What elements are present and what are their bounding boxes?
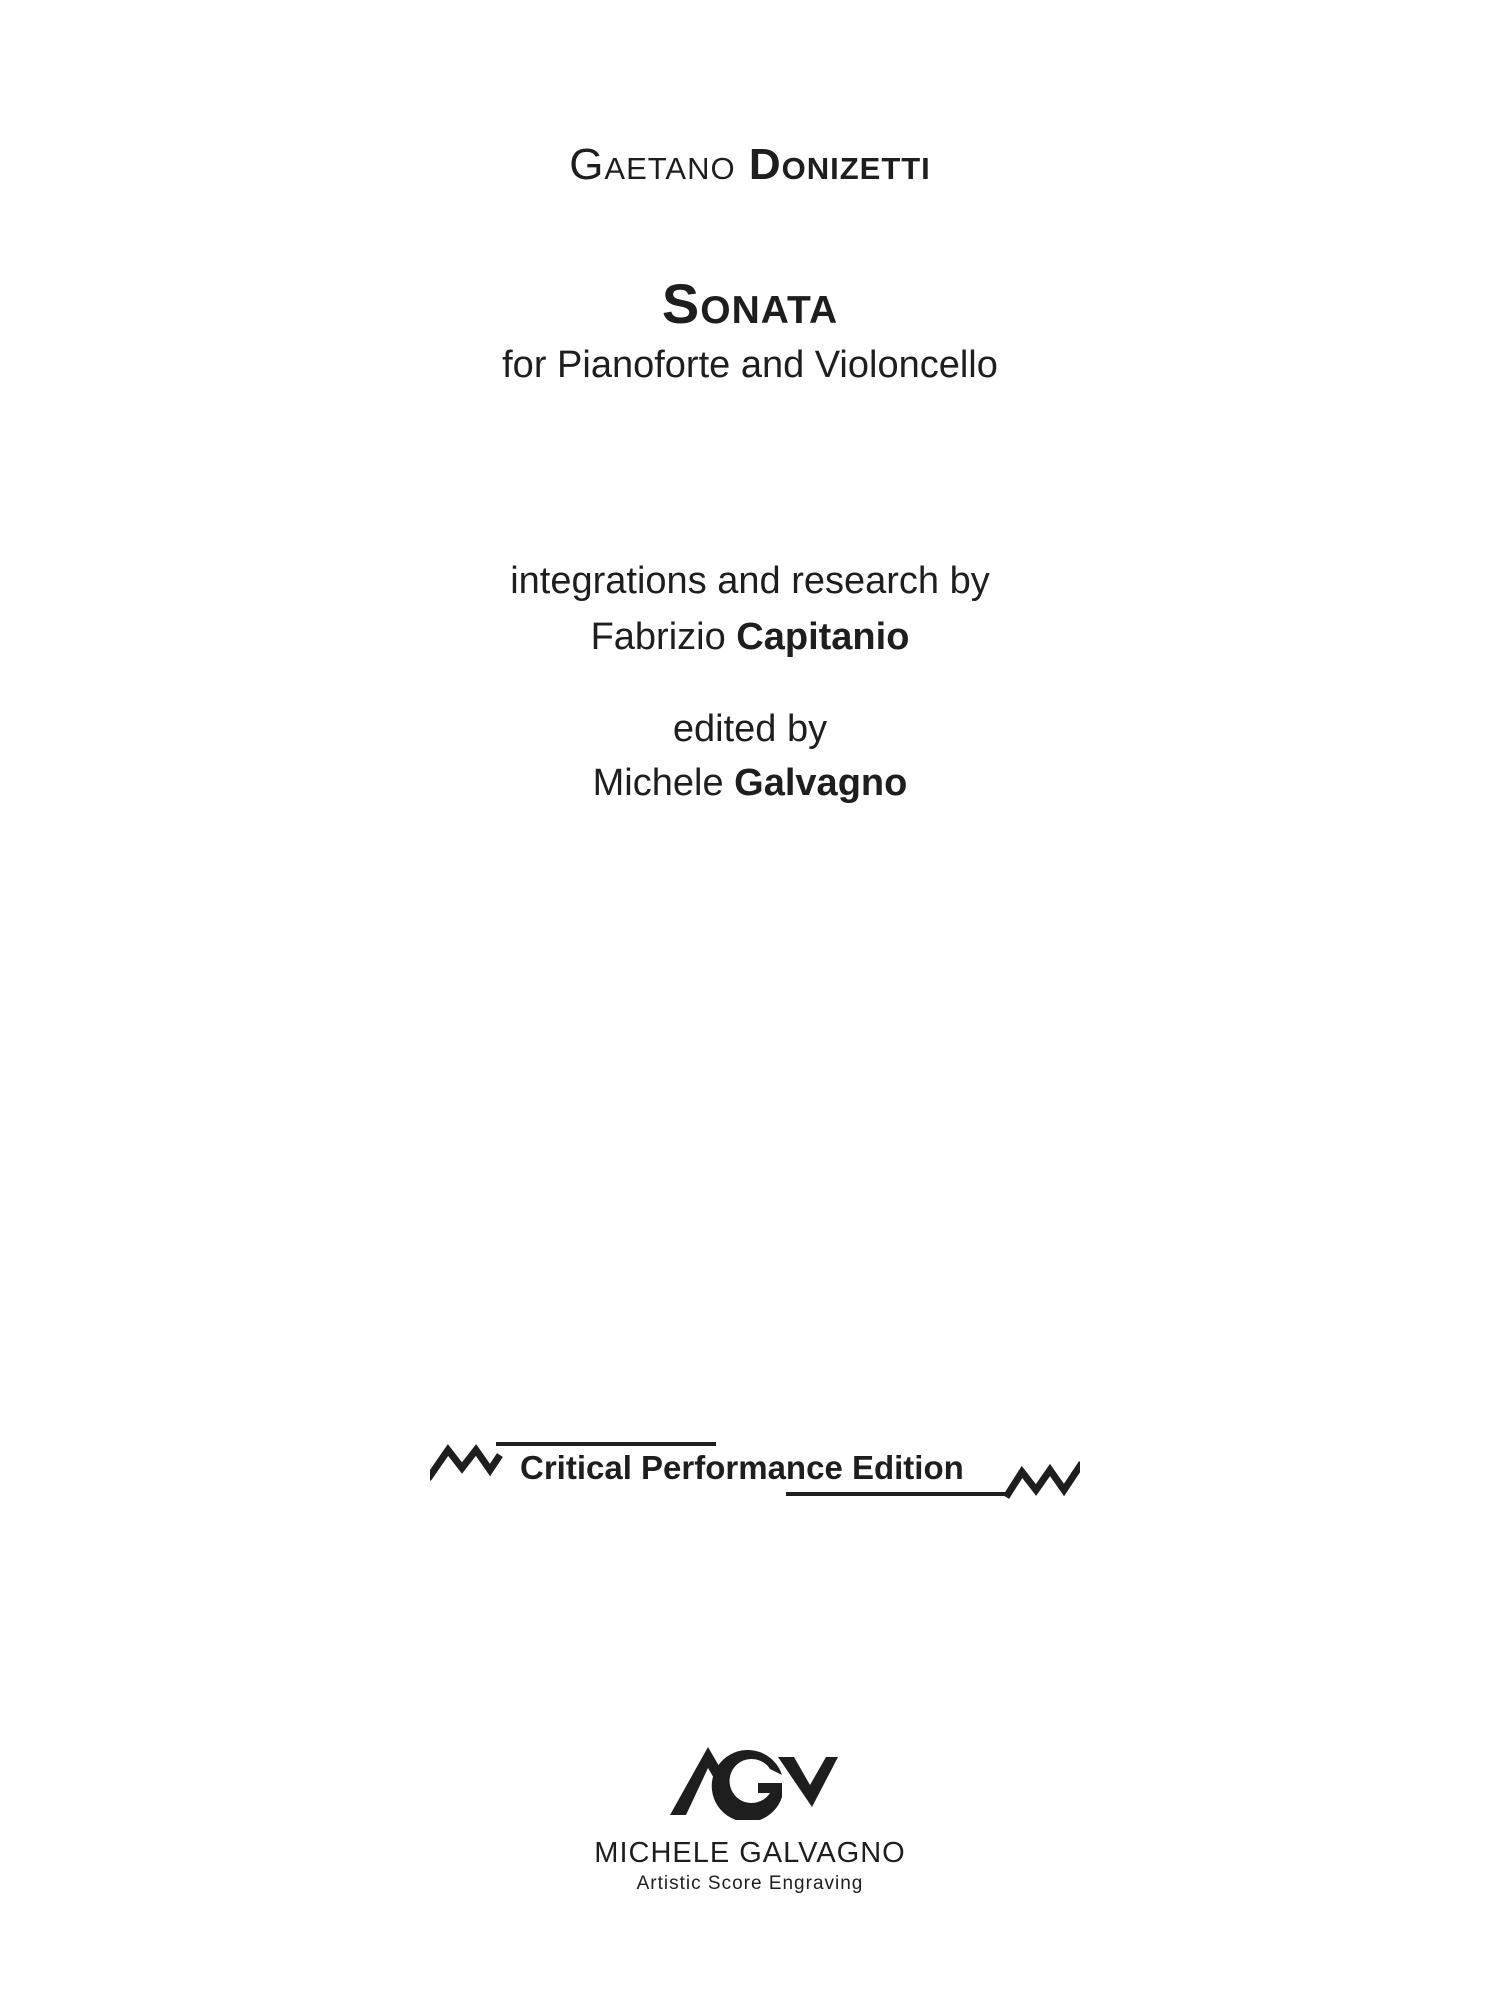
edition-banner <box>430 1432 1080 1502</box>
editor-first-name: Michele <box>592 762 724 804</box>
edition-label: Critical Performance Edition <box>520 1449 964 1486</box>
work-title: Sonata <box>661 272 839 335</box>
editor-last-name: Galvagno <box>734 762 908 804</box>
agm-logo-icon <box>660 1735 840 1820</box>
researcher-name <box>0 614 1500 660</box>
researcher-first-name: Fabrizio <box>590 616 726 658</box>
work-subtitle: for Pianoforte and Violoncello <box>502 344 998 386</box>
composer-last-name: Donizetti <box>748 140 931 189</box>
composer-name <box>0 140 1500 190</box>
editor-label: edited by <box>672 708 828 750</box>
editor-name <box>0 760 1500 806</box>
research-label: integrations and research by <box>510 560 990 602</box>
publisher-tagline: Artistic Score Engraving <box>636 1873 864 1894</box>
composer-first-name: Gaetano <box>569 140 736 189</box>
researcher-last-name: Capitanio <box>736 616 910 658</box>
publisher-name: MICHELE GALVAGNO <box>594 1837 906 1869</box>
